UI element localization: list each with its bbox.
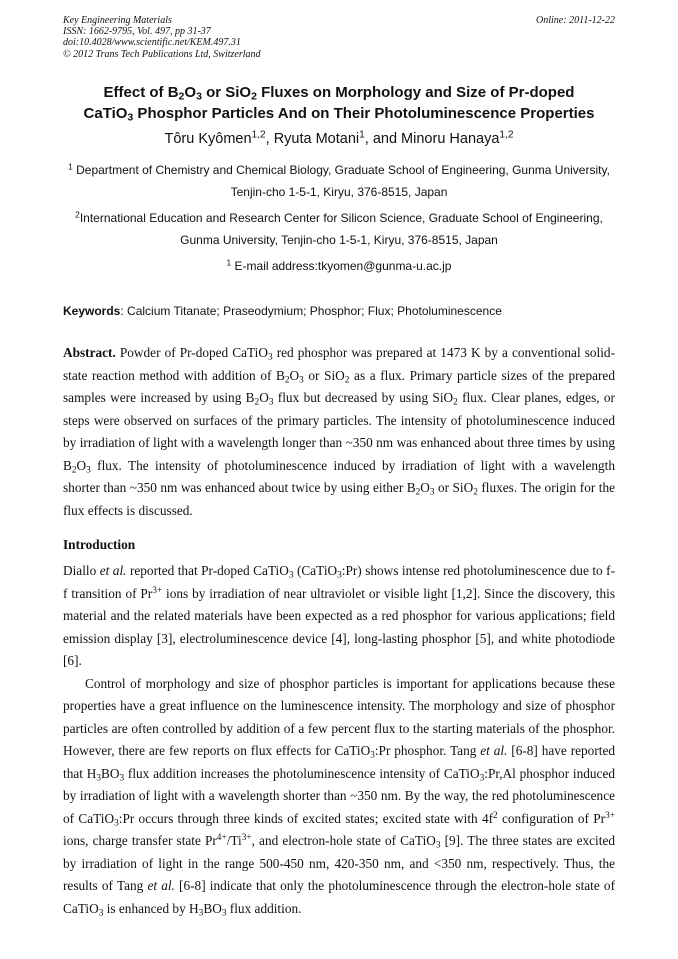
doi-line: doi:10.4028/www.scientific.net/KEM.497.31 [63,37,241,49]
intro-paragraph-1: Diallo et al. reported that Pr-doped CaTiO$_3$ (CaTiO$_3$:Pr) shows intense red photoluminescence due to f-f transition of $Pr^{3+}$ ions by irradiation of near ultraviolet or visible light [1,2]. Since the discovery, this material and the related materials have been expected as a red phosphor for various applications; field emission display [3], electroluminescence device [4], long-lasting phosphor [5], and white photodiode [6]. [63,563,616,668]
affiliation-1: $^1$ Department of Chemistry and Chemical Biology, Graduate School of Engineering, Gunma University, Tenjin-cho 1-5-1, Kiryu, 376-8515, Japan [68,161,610,199]
online-date: Online: 2011-12-22 [536,15,615,26]
author-list: Tôru Kyômen$^{1,2}$, Ryuta Motani$^1$, and Minoru Hanaya$^{1,2}$ [164,129,514,147]
title-line-1: Effect of $B_2O_3$ or SiO$_2$ Fluxes on Morphology and Size of Pr-doped [103,84,575,103]
keywords: Keywords: Calcium Titanate; Praseodymium; Phosphor; Flux; Photoluminescence [63,304,502,318]
paper-title [40,82,638,124]
issn-line: ISSN: 1662-9795, Vol. 497, pp 31-37 [63,26,211,38]
journal-header [63,15,615,60]
journal-name: Key Engineering Materials [63,15,172,26]
abstract: Abstract. Powder of Pr-doped CaTiO$_3$ red phosphor was prepared at 1473 K by a conventional solid-state reaction method with addition of $B_2O_3$ or SiO$_2$ as a flux. Primary particle sizes of the prepared samples were increased by using $B_2O_3$ flux but decreased by using SiO$_2$ flux. Clear planes, edges, or steps were observed on surfaces of the primary particles. The intensity of photoluminescence induced by irradiation of light with a wavelength longer than ~350 nm was enhanced about three times by using $B_2O_3$ flux. The intensity of photoluminescence induced by irradiation of light with a wavelength shorter than ~350 nm was enhanced about twice by using either $B_2O_3$ or SiO$_2$ fluxes. The origin for the flux effects is discussed. [63,345,616,518]
section-heading-introduction: Introduction [63,537,136,552]
introduction-body [63,560,615,920]
title-line-2: CaTiO$_3$ Phosphor Particles And on Their Photoluminescence Properties [83,105,595,124]
abstract-label: Abstract. [63,345,116,360]
copyright-line: © 2012 Trans Tech Publications Ltd, Switzerland [63,48,261,60]
email-address: $^1$ E-mail address:tkyomen@gunma-u.ac.jp [226,257,452,273]
intro-paragraph-2: Control of morphology and size of phosphor particles is important for applications because these properties have a great influence on the luminescence intensity. The morphology and size of phosphor particles are often controlled by addition of a few percent flux to the starting materials of the phosphor. However, there are few reports on flux effects for CaTiO$_3$:Pr phosphor. Tang et al. [6-8] have reported that $H_3BO_3$ flux addition increases the photoluminescence intensity of CaTiO$_3$:Pr,Al phosphor induced by irradiation of light with a wavelength shorter than ~350 nm. By the way, the red photoluminescence of CaTiO$_3$:Pr occurs through three kinds of excited states; excited state with $4f^2$ configuration of $Pr^{3+}$ ions, charge transfer state $Pr^{4+}/Ti^{3+}$, and electron-hole state of CaTiO$_3$ [9]. The three states are excited by irradiation of light in the range 500-450 nm, 420-350 nm, and <350 nm, respectively. Thus, the results of Tang et al. [6-8] indicate that only the photoluminescence through the electron-hole state of CaTiO$_3$ is enhanced by $H_3BO_3$ flux addition. [63,675,616,918]
affiliation-2: $^2$International Education and Research Center for Silicon Science, Graduate School of Engineering, Gunma University, Tenjin-cho 1-5-1, Kiryu, 376-8515, Japan [75,209,603,247]
